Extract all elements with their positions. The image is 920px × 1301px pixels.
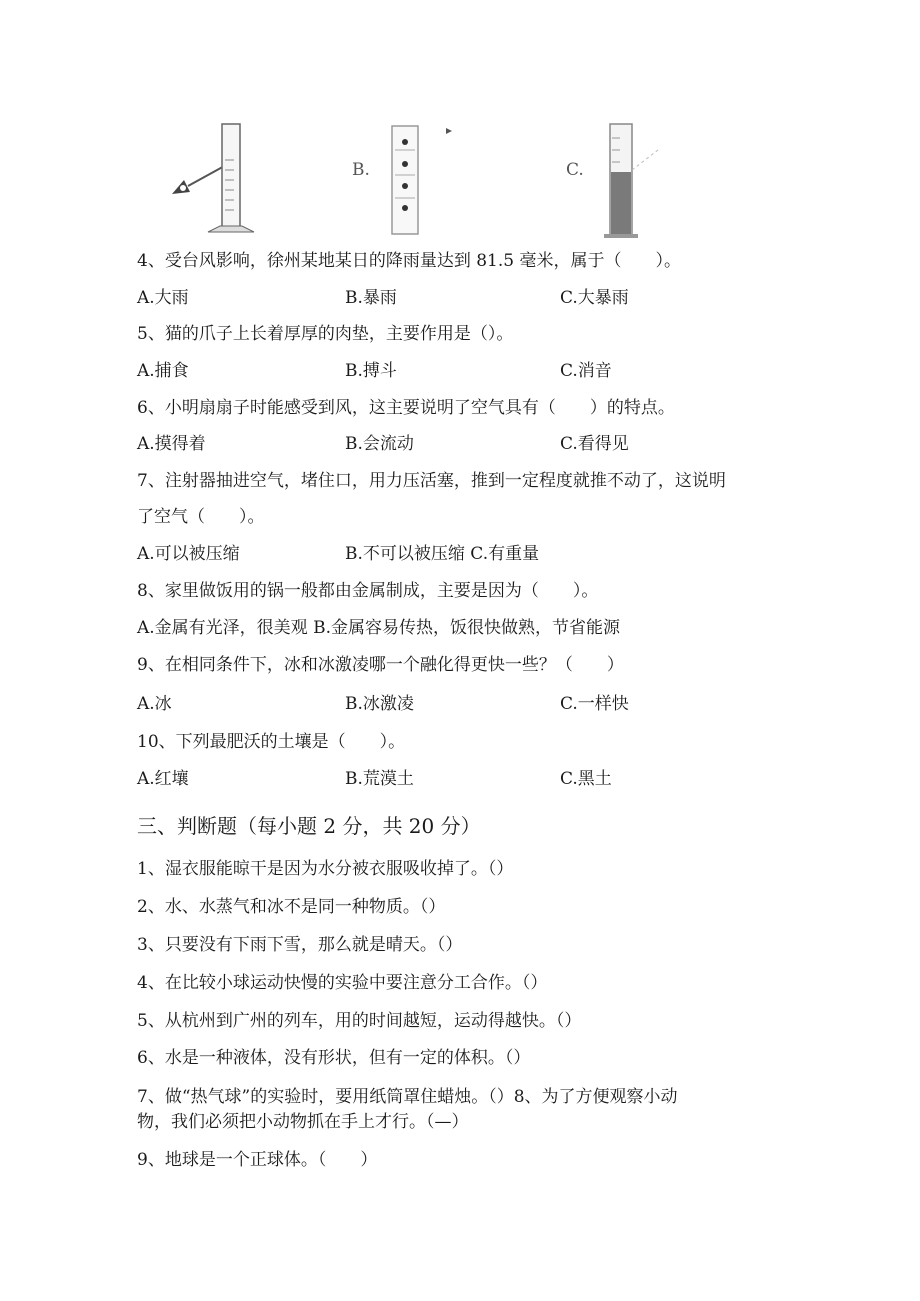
question-10-stem: 10、下列最肥沃的土壤是（ ）。 [137,732,406,752]
question-6-option-b[interactable]: B.会流动 [345,434,414,454]
question-5-option-c[interactable]: C.消音 [560,361,612,381]
cylinder-figure-c [590,120,670,242]
question-9-option-a[interactable]: A.冰 [137,694,172,714]
question-4-option-c[interactable]: C.大暴雨 [560,288,629,308]
question-5-stem: 5、猫的爪子上长着厚厚的肉垫，主要作用是（）。 [137,324,514,344]
question-7-stem-continued: 了空气（ ）。 [137,507,265,527]
question-8-stem: 8、家里做饭用的锅一般都由金属制成，主要是因为（ ）。 [137,581,599,601]
question-4-stem: 4、受台风影响，徐州某地某日的降雨量达到 81.5 毫米，属于（ ）。 [137,251,681,271]
question-6-option-c[interactable]: C.看得见 [560,434,629,454]
question-7-option-bc[interactable]: B.不可以被压缩 C.有重量 [345,544,540,564]
question-4-option-a[interactable]: A.大雨 [137,288,189,308]
question-6-stem: 6、小明扇扇子时能感受到风，这主要说明了空气具有（ ）的特点。 [137,398,675,418]
question-8-options[interactable]: A.金属有光泽，很美观 B.金属容易传热，饭很快做熟，节省能源 [137,618,620,638]
figure-label-b: B. [352,160,370,180]
question-7-option-a[interactable]: A.可以被压缩 [137,544,240,564]
question-10-option-c[interactable]: C.黑土 [560,769,612,789]
question-4-option-b[interactable]: B.暴雨 [345,288,397,308]
judgment-item-2: 2、水、水蒸气和冰不是同一种物质。（） [137,897,446,917]
judgment-item-1: 1、湿衣服能晾干是因为水分被衣服吸收掉了。（） [137,859,514,879]
question-10-option-a[interactable]: A.红壤 [137,769,189,789]
question-9-option-c[interactable]: C.一样快 [560,694,629,714]
judgment-item-3: 3、只要没有下雨下雪，那么就是晴天。（） [137,935,463,955]
judgment-item-7-8: 7、做“热气球”的实验时，要用纸筒罩住蜡烛。（）8、为了方便观察小动 [137,1087,678,1107]
question-5-option-b[interactable]: B.搏斗 [345,361,397,381]
question-9-stem: 9、在相同条件下，冰和冰激凌哪一个融化得更快一些？（ ） [137,655,624,675]
question-5-option-a[interactable]: A.捕食 [137,361,189,381]
judgment-item-9: 9、地球是一个正球体。（ ） [137,1150,378,1170]
question-10-option-b[interactable]: B.荒漠土 [345,769,414,789]
eye-icon [172,180,190,194]
figure-label-c: C. [566,160,584,180]
question-7-stem: 7、注射器抽进空气，堵住口，用力压活塞，推到一定程度就推不动了，这说明 [137,471,726,491]
question-9-option-b[interactable]: B.冰激凌 [345,694,414,714]
cylinder-figure-b [380,120,460,240]
section-3-title: 三、判断题（每小题 2 分，共 20 分） [137,814,481,838]
judgment-item-6: 6、水是一种液体，没有形状，但有一定的体积。（） [137,1048,531,1068]
judgment-item-4: 4、在比较小球运动快慢的实验中要注意分工合作。（） [137,973,548,993]
judgment-item-5: 5、从杭州到广州的列车，用的时间越短，运动得越快。（） [137,1011,582,1031]
cylinder-figure-a [168,120,288,236]
judgment-item-8-continued: 物，我们必须把小动物抓在手上才行。（—） [137,1112,469,1132]
question-6-option-a[interactable]: A.摸得着 [137,434,206,454]
